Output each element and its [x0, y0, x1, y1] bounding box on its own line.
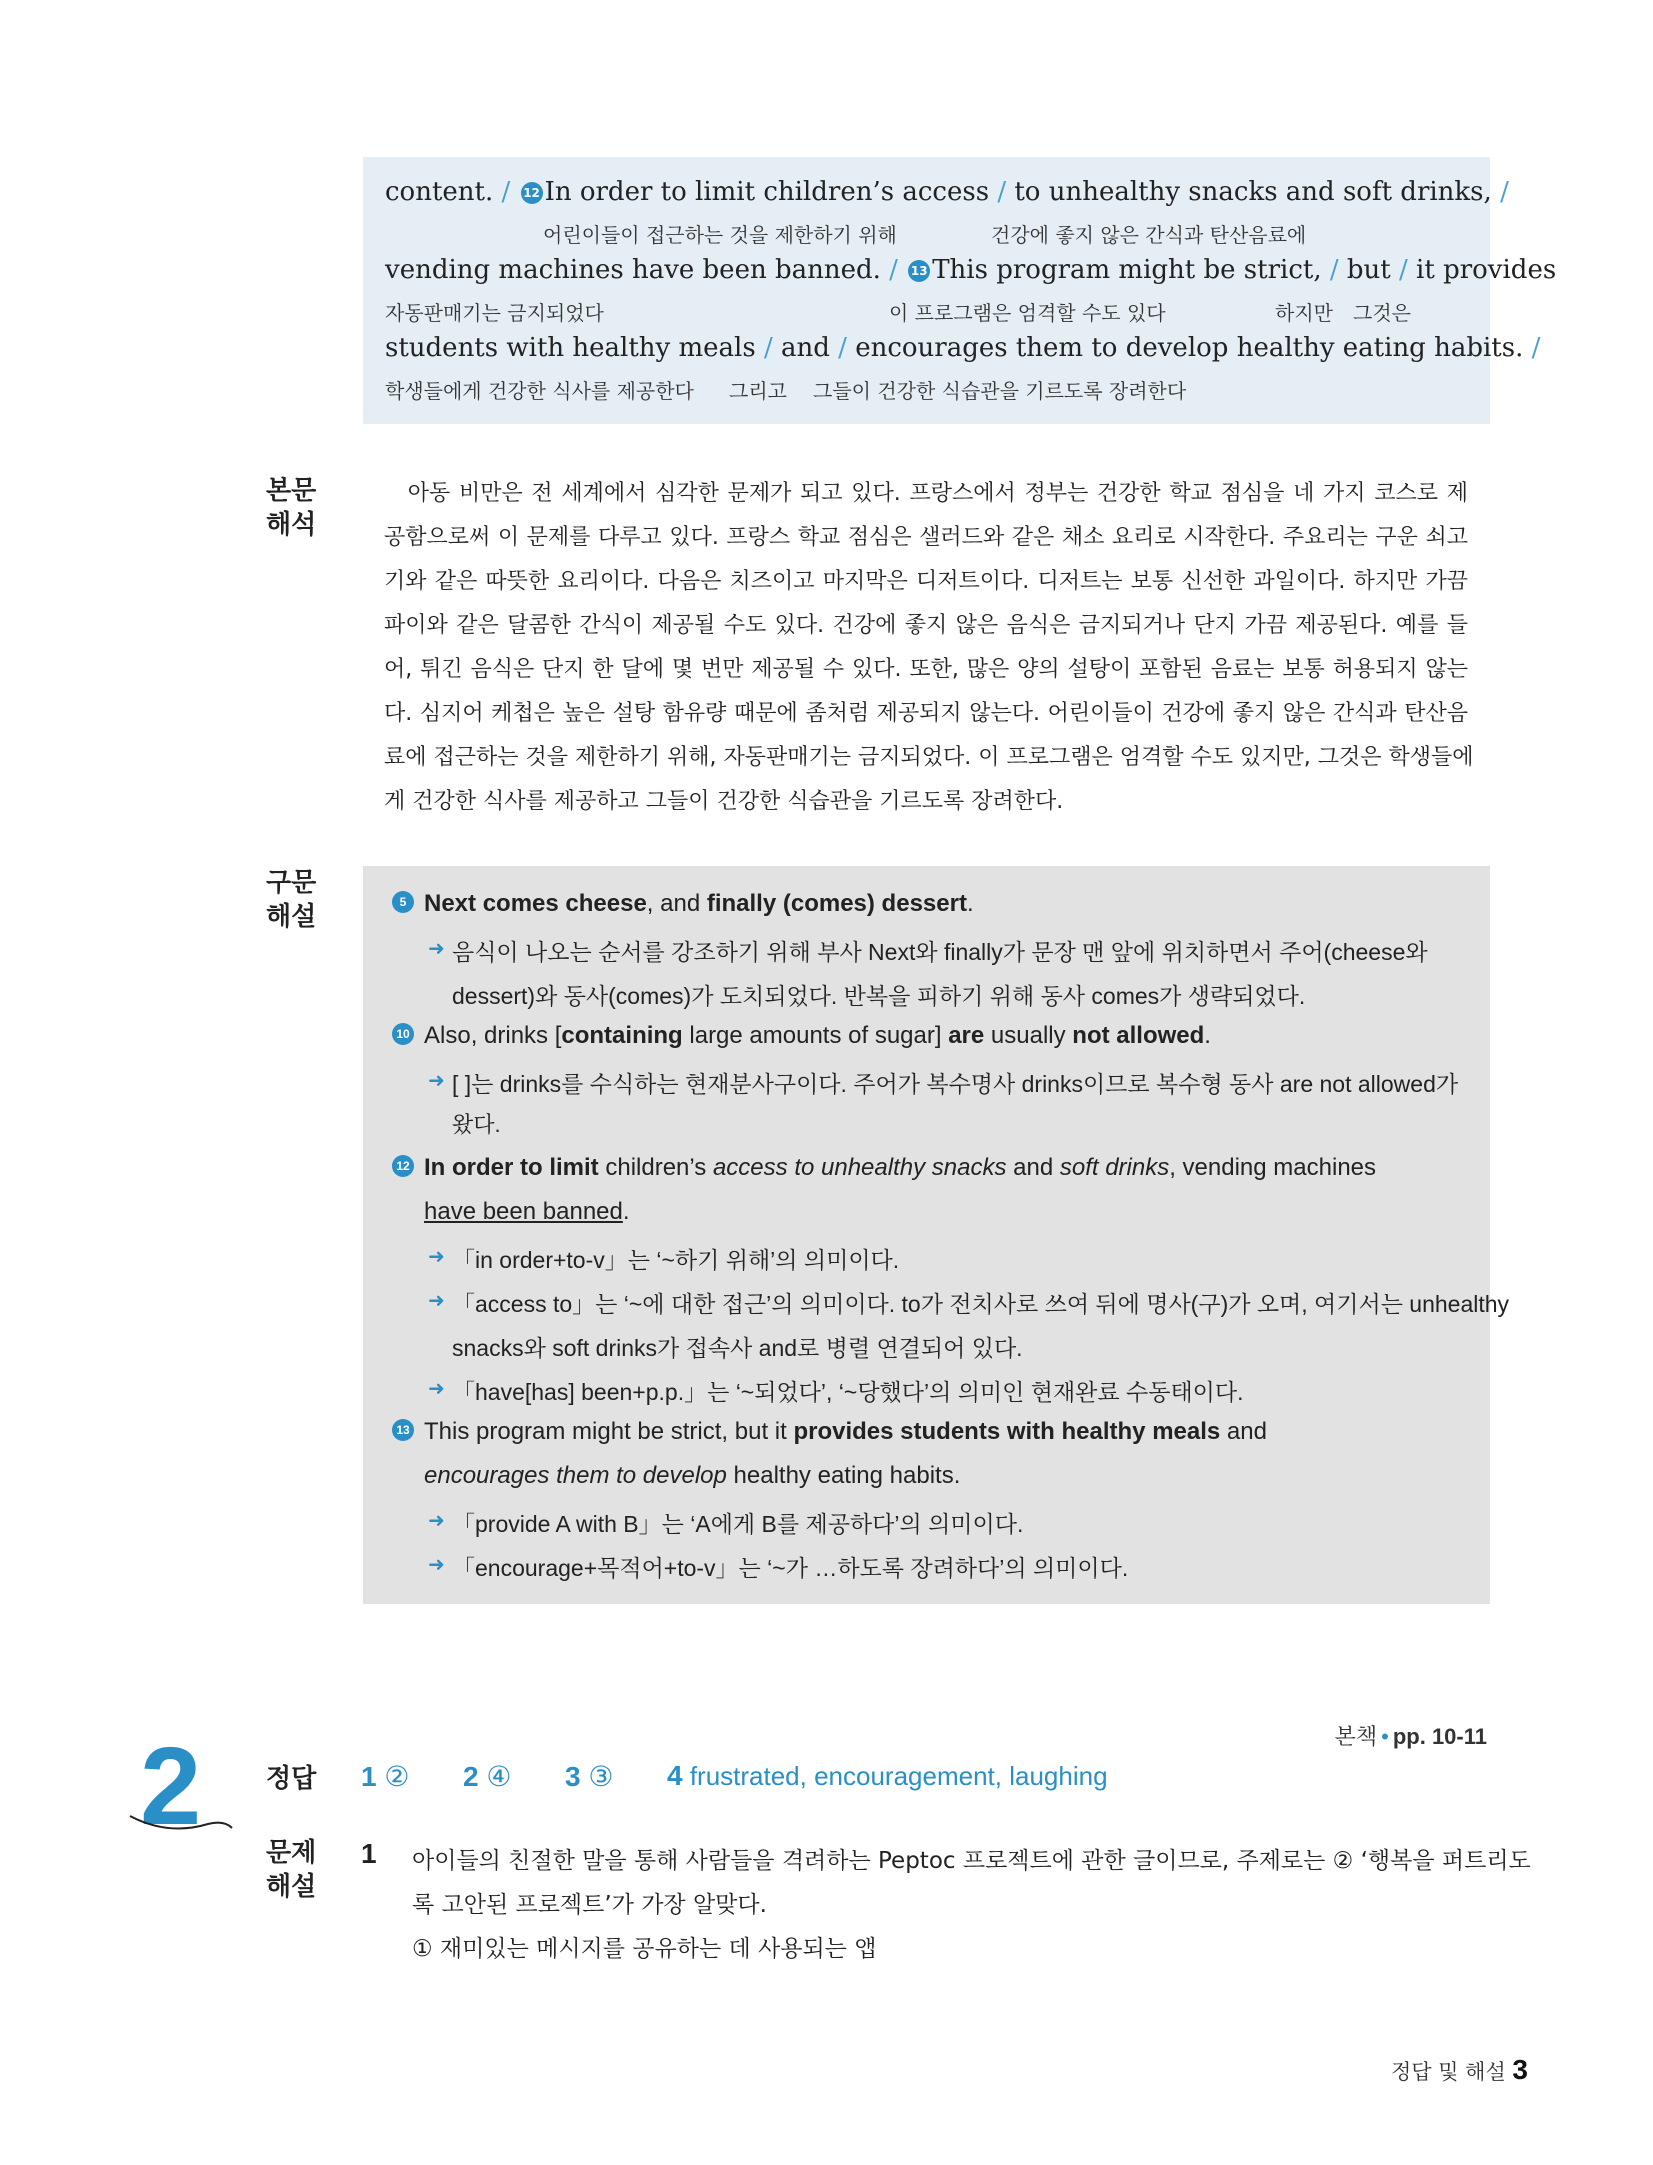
syntax-item-12-cont [424, 1198, 630, 1226]
gloss-text: it provides [1416, 255, 1557, 285]
italic-text: access to unhealthy snacks [712, 1154, 1007, 1181]
bold-text: are [948, 1022, 985, 1049]
gloss-korean: 하지만 [1275, 301, 1333, 325]
gloss-box [363, 157, 1557, 424]
explanation-number: 1 [361, 1838, 377, 1869]
answer-number: 4 [667, 1760, 683, 1791]
pages-label: 본책 [1334, 1724, 1378, 1749]
gloss-text: to unhealthy snacks and soft drinks, [1014, 177, 1492, 207]
translation-line: 료에 접근하는 것을 제한하기 위해, 자동판매기는 금지되었다. 이 프로그램은 엄격할 수도 있지만, 그것은 학생들에 [384, 745, 1474, 770]
text: large amounts of sugar] [682, 1022, 949, 1049]
gloss-text: encourages them to develop healthy eating habits. [855, 333, 1524, 363]
slash: / [763, 333, 773, 363]
syntax-item-13-cont [424, 1462, 960, 1490]
syntax-note: snacks와 soft drinks가 접속사 and로 병렬 연결되어 있다. [452, 1335, 1023, 1361]
syntax-note: dessert)와 동사(comes)가 도치되었다. 반복을 피하기 위해 동사 comes가 생략되었다. [452, 983, 1306, 1009]
label-line: 해석 [266, 510, 317, 540]
pages-value: pp. 10-11 [1392, 1724, 1487, 1749]
underlined-text: have been banned [424, 1198, 623, 1225]
sentence-number-badge: 10 [392, 1023, 414, 1045]
sentence-number-badge: 12 [521, 182, 543, 204]
gloss-text: In order to limit children’s access [544, 177, 990, 207]
bold-text: provides students with healthy meals [793, 1418, 1221, 1445]
gloss-korean: 그리고 [729, 379, 787, 403]
syntax-note [428, 1286, 1510, 1319]
slash: / [838, 333, 847, 363]
bold-text: Next comes cheese [424, 890, 647, 917]
page-reference [1335, 1720, 1487, 1751]
arrow-icon: ➜ [428, 938, 445, 960]
syntax-note [428, 934, 1428, 967]
gloss-korean: 자동판매기는 금지되었다 [385, 301, 604, 325]
answer-item [565, 1760, 613, 1793]
gloss-korean: 이 프로그램은 엄격할 수도 있다 [889, 301, 1166, 325]
translation-line: 파이와 같은 달콤한 간식이 제공될 수도 있다. 건강에 좋지 않은 음식은 금지되거나 단지 가끔 제공된다. 예를 들 [384, 613, 1468, 638]
bold-text: containing [561, 1022, 683, 1049]
answer-value: ④ [486, 1761, 512, 1792]
text: 「have[has] been+p.p.」는 ‘~되었다’, ‘~당했다’의 의미인 현재완료 수동태이다. [452, 1379, 1244, 1405]
text: , and [646, 890, 707, 917]
syntax-note [428, 1374, 1244, 1407]
swirl-decoration-icon [128, 1810, 238, 1840]
sentence-number-badge: 5 [392, 891, 414, 913]
translation-line: 아동 비만은 전 세계에서 심각한 문제가 되고 있다. 프랑스에서 정부는 건강한 학교 점심을 네 가지 코스로 제 [384, 481, 1468, 506]
footer-label: 정답 및 해설 [1390, 2060, 1506, 2084]
gloss-text: but [1346, 255, 1391, 285]
text: 「encourage+목적어+to-v」는 ‘~가 …하도록 장려하다’의 의미이다. [452, 1555, 1129, 1581]
syntax-item-10 [396, 1022, 1211, 1050]
text: healthy eating habits. [726, 1462, 961, 1489]
syntax-label [266, 866, 326, 934]
syntax-note [428, 1506, 1024, 1539]
text: and [1006, 1154, 1060, 1181]
answer-item [361, 1760, 409, 1793]
bold-text: finally (comes) dessert [706, 890, 967, 917]
slash: / [889, 255, 898, 285]
answer-item [667, 1760, 1108, 1792]
text: This program might be strict, but it [424, 1418, 794, 1445]
slash: / [1329, 255, 1339, 285]
section-number: 2 [140, 1725, 202, 1848]
syntax-note [428, 1066, 1459, 1099]
translation-line: 어, 튀긴 음식은 단지 한 달에 몇 번만 제공될 수 있다. 또한, 많은 양의 설탕이 포함된 음료는 보통 허용되지 않는 [384, 657, 1468, 682]
gloss-line-3 [385, 333, 1541, 363]
text: Also, drinks [ [424, 1022, 562, 1049]
arrow-icon: ➜ [428, 1290, 445, 1312]
gloss-text: and [781, 333, 830, 363]
arrow-icon: ➜ [428, 1246, 445, 1268]
answer-number: 2 [463, 1761, 479, 1792]
syntax-box [363, 866, 1510, 1604]
page-footer [1391, 2054, 1528, 2086]
text: . [1204, 1022, 1211, 1049]
syntax-item-13 [396, 1418, 1267, 1446]
text: 「access to」는 ‘~에 대한 접근’의 의미이다. to가 전치사로 쓰여 뒤에 명사(구)가 오며, 여기서는 unhealthy [452, 1291, 1510, 1317]
label-line: 해설 [266, 902, 317, 932]
gloss-text: vending machines have been banned. [385, 255, 881, 285]
gloss-korean: 어린이들이 접근하는 것을 제한하기 위해 [543, 223, 897, 247]
arrow-icon: ➜ [428, 1070, 445, 1092]
syntax-note [428, 1242, 900, 1275]
answer-value: ③ [588, 1761, 614, 1792]
bullet-dot: • [1381, 1724, 1389, 1749]
gloss-text: This program might be strict, [932, 255, 1322, 285]
text: 「in order+to-v」는 ‘~하기 위해’의 의미이다. [452, 1247, 900, 1273]
explanation-line: 아이들의 친절한 말을 통해 사람들을 격려하는 Peptoc 프로젝트에 관한 글이므로, 주제로는 ② ‘행복을 퍼트리도 [412, 1848, 1531, 1874]
answer-label: 정답 [266, 1764, 317, 1794]
text: . [966, 890, 974, 917]
arrow-icon: ➜ [428, 1554, 445, 1576]
text: usually [984, 1022, 1073, 1049]
gloss-korean: 건강에 좋지 않은 간식과 탄산음료에 [991, 223, 1307, 247]
answer-number: 1 [361, 1761, 377, 1792]
sentence-number-badge: 12 [392, 1155, 414, 1177]
answer-value: ② [384, 1761, 410, 1792]
gloss-text: content. [385, 177, 494, 207]
answer-number: 3 [565, 1761, 581, 1792]
translation-line: 게 건강한 식사를 제공하고 그들이 건강한 식습관을 기르도록 장려한다. [384, 789, 1064, 814]
gloss-korean: 그것은 [1353, 301, 1411, 325]
syntax-note: 왔다. [452, 1112, 501, 1137]
slash: / [1399, 255, 1408, 285]
arrow-icon: ➜ [428, 1510, 445, 1532]
arrow-icon: ➜ [428, 1378, 445, 1400]
gloss-text: students with healthy meals [385, 333, 756, 363]
syntax-note [428, 1550, 1129, 1583]
translation-line: 기와 같은 따뜻한 요리이다. 다음은 치즈이고 마지막은 디저트이다. 디저트는 보통 신선한 과일이다. 하지만 가끔 [384, 569, 1468, 594]
syntax-item-5 [399, 890, 974, 918]
label-line: 구문 [266, 868, 317, 898]
explanation-label [266, 1836, 326, 1904]
bold-text: In order to limit [424, 1154, 599, 1181]
slash: / [1500, 177, 1509, 207]
bold-text: not allowed [1072, 1022, 1205, 1049]
page-number: 3 [1512, 2054, 1528, 2085]
sentence-number-badge: 13 [908, 260, 930, 282]
text: , vending machines [1169, 1154, 1377, 1181]
text: children’s [598, 1154, 713, 1181]
translation-line: 다. 심지어 케첩은 높은 설탕 함유량 때문에 좀처럼 제공되지 않는다. 어린이들이 건강에 좋지 않은 간식과 탄산음 [384, 701, 1468, 726]
gloss-line-2 [385, 255, 1557, 285]
italic-text: soft drinks [1059, 1154, 1170, 1181]
label-line: 문제 [266, 1838, 317, 1868]
gloss-line-1 [385, 177, 1509, 207]
text: 음식이 나오는 순서를 강조하기 위해 부사 Next와 finally가 문장 맨 앞에 위치하면서 주어(cheese와 [452, 939, 1428, 965]
gloss-korean: 학생들에게 건강한 식사를 제공한다 [385, 379, 694, 403]
text: 「provide A with B」는 ‘A에게 B를 제공하다’의 의미이다. [452, 1511, 1024, 1537]
syntax-item-12 [396, 1154, 1377, 1182]
explanation-line: ① 재미있는 메시지를 공유하는 데 사용되는 앱 [412, 1936, 877, 1962]
gloss-korean: 그들이 건강한 식습관을 기르도록 장려한다 [813, 379, 1187, 403]
answer-value: frustrated, encouragement, laughing [689, 1761, 1108, 1791]
explanation-line: 록 고안된 프로젝트’가 가장 알맞다. [412, 1892, 767, 1918]
translation-line: 공함으로써 이 문제를 다루고 있다. 프랑스 학교 점심은 샐러드와 같은 채소 요리로 시작한다. 주요리는 구운 쇠고 [384, 525, 1468, 550]
translation-label [266, 474, 326, 542]
text: and [1220, 1418, 1267, 1445]
slash: / [1531, 333, 1541, 363]
slash: / [997, 177, 1007, 207]
label-line: 본문 [266, 476, 317, 506]
sentence-number-badge: 13 [392, 1419, 414, 1441]
slash: / [501, 177, 511, 207]
answer-item [463, 1760, 511, 1793]
text: [ ]는 drinks를 수식하는 현재분사구이다. 주어가 복수명사 drinks이므로 복수형 동사 are not allowed가 [452, 1071, 1459, 1097]
italic-text: encourages them to develop [424, 1462, 727, 1489]
label-line: 해설 [266, 1872, 317, 1902]
text: . [622, 1198, 630, 1225]
